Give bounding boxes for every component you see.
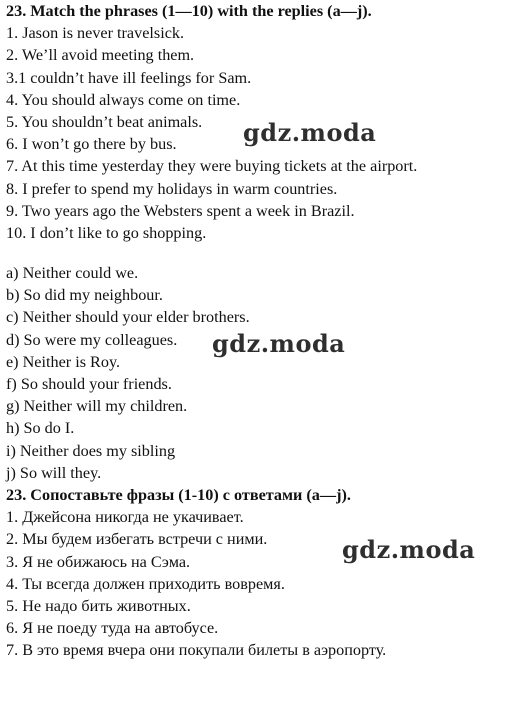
watermark-logo: gdz.moda xyxy=(212,329,346,358)
reply-item: e) Neither is Roy. xyxy=(6,352,121,371)
watermark-logo: gdz.moda xyxy=(243,118,377,147)
phrase-item-ru: 3. Я не обижаюсь на Сэма. xyxy=(6,552,191,571)
phrase-item: 9. Two years ago the Websters spent a week in Brazil. xyxy=(6,201,355,220)
phrase-item: 2. We’ll avoid meeting them. xyxy=(6,46,195,65)
reply-list-en xyxy=(6,262,516,484)
phrase-item: 10. I don’t like to go shopping. xyxy=(6,223,207,242)
reply-item: h) So do I. xyxy=(6,419,75,438)
phrase-item-ru: 1. Джейсона никогда не укачивает. xyxy=(6,508,244,527)
phrase-item: 5. You shouldn’t beat animals. xyxy=(6,112,203,131)
phrase-item: 4. You should always come on time. xyxy=(6,90,241,109)
phrase-item-ru: 6. Я не поеду туда на автобусе. xyxy=(6,619,219,638)
reply-item: a) Neither could we. xyxy=(6,264,139,283)
phrase-item: 3.1 couldn’t have ill feelings for Sam. xyxy=(6,68,252,87)
phrase-item: 1. Jason is never travelsick. xyxy=(6,24,185,43)
reply-item: i) Neither does my sibling xyxy=(6,441,176,460)
watermark-logo: gdz.moda xyxy=(342,535,476,564)
exercise-heading-ru: 23. Сопоставьте фразы (1-10) с ответами (a—j). xyxy=(6,485,351,504)
phrase-item-ru: 7. В это время вчера они покупали билеты в аэропорту. xyxy=(6,641,387,660)
phrase-item: 8. I prefer to spend my holidays in warm countries. xyxy=(6,179,338,198)
phrase-item-ru: 4. Ты всегда должен приходить вовремя. xyxy=(6,574,285,593)
section-gap xyxy=(6,244,516,262)
phrase-item: 7. At this time yesterday they were buying tickets at the airport. xyxy=(6,157,418,176)
phrase-list-ru xyxy=(6,506,516,661)
reply-item: d) So were my colleagues. xyxy=(6,330,178,349)
reply-item: f) So should your friends. xyxy=(6,375,172,393)
reply-item: j) So will they. xyxy=(6,463,102,482)
phrase-item-ru: 5. Не надо бить животных. xyxy=(6,596,191,615)
exercise-heading-en: 23. Match the phrases (1—10) with the replies (a—j). xyxy=(6,2,372,20)
reply-item: c) Neither should your elder brothers. xyxy=(6,308,250,327)
reply-item: g) Neither will my children. xyxy=(6,397,188,416)
phrase-item-ru: 2. Мы будем избегать встречи с ними. xyxy=(6,530,268,549)
reply-item: b) So did my neighbour. xyxy=(6,286,163,305)
phrase-item: 6. I won’t go there by bus. xyxy=(6,135,177,154)
